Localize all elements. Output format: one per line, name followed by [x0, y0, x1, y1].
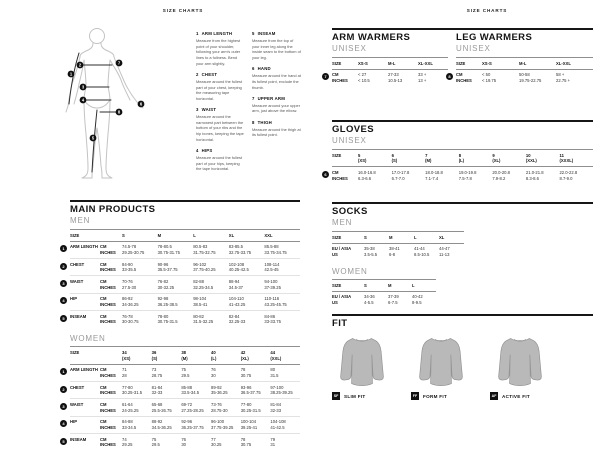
leg-warmers-block: [448, 30, 593, 86]
value-cell: 84-88 33-34.5: [122, 419, 137, 430]
measure-point-badge: 2: [60, 263, 67, 270]
main-products-women-table: [62, 346, 300, 450]
table-row: [62, 242, 300, 258]
measure-point-badge: 1: [60, 368, 67, 375]
value-cell: 65-68 25.5-26.75: [151, 401, 172, 413]
value-cell: 104-108 41-42.5: [270, 419, 286, 430]
shirt-illustration-icon: [490, 335, 550, 387]
value-cell: 22.0-22.8 8.7-9.0: [559, 169, 578, 181]
main-products-title: MAIN PRODUCTS: [70, 204, 156, 215]
value-cell: 61-64 24-25.25: [122, 401, 139, 413]
value-cell: 44-47 11-13: [439, 246, 450, 257]
value-cell: 18.0-18.8 7.1-7.4: [425, 169, 443, 181]
value-cell: 96-100 37.75-39.25: [211, 419, 234, 430]
size-label-cell: SIZE: [332, 234, 342, 240]
main-products-men-subtitle: MEN: [70, 216, 91, 225]
value-cell: 41-44 8.5-10.5: [414, 246, 430, 257]
table-row: [62, 416, 300, 433]
gloves-table: [324, 149, 593, 184]
size-col-header: S: [122, 232, 125, 238]
value-cell: 84-86 33-33.75: [264, 313, 281, 325]
size-col-header: 38 (M): [181, 349, 188, 361]
row-unit-cell: CM INCHES: [100, 419, 116, 430]
measure-point-3: [80, 84, 87, 91]
socks-women-table: [332, 279, 436, 308]
size-col-header: 6 (S): [391, 152, 398, 164]
measure-point-badge: 8: [446, 73, 453, 80]
measure-instruction-thigh: 8 THIGH Measure around the thigh at its fullest point.: [252, 119, 301, 138]
value-cell: 75 29.5: [181, 367, 190, 378]
size-col-header: 10 (XXL): [525, 152, 537, 164]
row-name-cell: INSEAM: [70, 313, 87, 319]
leg-warmers-table: [448, 57, 593, 86]
value-cell: 19.0-19.8 7.5-7.8: [458, 169, 477, 181]
value-cell: 78 30.75: [240, 367, 252, 378]
value-cell: 84-90 33-35.5: [122, 261, 137, 273]
size-col-header: XL-XXL: [556, 60, 571, 66]
value-cell: 73 28.75: [151, 367, 163, 378]
size-col-header: 5 (XS): [358, 152, 367, 164]
size-col-header: 8 (L): [458, 152, 465, 164]
size-col-header: 11 (XXXL): [559, 152, 574, 164]
value-cell: 92-96 36.25-37.75: [181, 419, 204, 430]
leg-warmers-subtitle: UNISEX: [456, 44, 491, 53]
row-unit-cell: CM INCHES: [100, 278, 116, 290]
svg-text:4: 4: [81, 97, 85, 103]
size-col-header: XXL: [264, 232, 273, 238]
section-warmers: [324, 28, 593, 86]
measure-point-badge: 5: [60, 315, 67, 322]
size-col-header: M: [388, 282, 392, 288]
socks-men-table: [332, 231, 464, 260]
row-name-cell: WAIST: [70, 401, 84, 407]
row-unit-cell: CM INCHES: [100, 401, 116, 413]
row-name-cell: CHEST: [70, 261, 85, 267]
table-row: [62, 365, 300, 381]
arm-warmers-block: [324, 30, 448, 86]
table-row: [62, 310, 300, 327]
value-cell: 76-82 30-32.25: [157, 278, 175, 290]
shirt-illustration-icon: [332, 335, 392, 387]
value-cell: 16.0-16.8 6.3-6.6: [358, 169, 376, 181]
table-row: [332, 292, 436, 308]
socks-women-subtitle: WOMEN: [332, 267, 368, 277]
value-cell: 102-108 40.25-42.5: [228, 261, 249, 273]
value-cell: 92-98 36.25-38.5: [157, 296, 178, 307]
value-cell: 38-41 6-8: [389, 246, 400, 257]
value-cell: 104-110 41-43.25: [228, 296, 246, 307]
section-fit: [332, 314, 593, 400]
value-cell: 58 + 22.75 +: [556, 72, 571, 83]
slim-fit-badge: SF: [333, 394, 339, 398]
fit-title: FIT: [332, 318, 348, 329]
section-main-products: [62, 200, 300, 450]
arm-warmers-subtitle: UNISEX: [332, 44, 367, 53]
size-col-header: 9 (XL): [492, 152, 501, 164]
size-col-header: M: [389, 234, 393, 240]
size-col-header: L: [412, 282, 415, 288]
fit-items: [332, 335, 593, 400]
value-cell: 97-100 38.25-39.25: [270, 384, 293, 396]
size-col-header: 7 (M): [425, 152, 432, 164]
value-cell: 73-76 28.75-30: [211, 401, 228, 413]
row-unit-cell: CM INCHES: [100, 296, 116, 307]
table-row: [62, 398, 300, 415]
arm-warmers-table: [324, 57, 448, 86]
measure-point-8: [116, 109, 123, 116]
fit-item-form: [411, 335, 490, 400]
value-cell: < 27 < 10.5: [358, 72, 370, 83]
row-name-cell: HIP: [70, 296, 77, 302]
measure-point-badge: 4: [60, 297, 67, 304]
shirt-illustration-icon: [411, 335, 471, 387]
size-col-header: 36 (S): [151, 349, 158, 361]
row-unit-cell: CM INCHES: [100, 261, 116, 273]
fit-item-active: [490, 335, 569, 400]
size-col-header: M-L: [519, 60, 527, 66]
size-label-cell: SIZE: [70, 232, 80, 238]
table-header-row: [456, 57, 593, 70]
value-cell: 77-80 30.25-31.5: [122, 384, 143, 396]
measure-point-7: [116, 60, 123, 67]
fit-item-slim: [332, 335, 411, 400]
measure-point-2: [77, 62, 84, 69]
value-cell: 82-84 32.25-33: [228, 313, 246, 325]
value-cell: 90-96 35.5-37.75: [157, 261, 178, 273]
value-cell: 80-82 31.5-32.25: [193, 313, 214, 325]
value-cell: 74.5-78 29.25-30.75: [122, 244, 145, 255]
row-unit-cell: CM INCHES: [332, 169, 348, 181]
measure-point-5: [90, 135, 97, 142]
value-cell: 78-80.5 30.75-31.75: [157, 244, 180, 255]
active-fit-label: ACTIVE FIT: [502, 393, 531, 399]
form-fit-label: FORM FIT: [423, 393, 448, 399]
slim-fit-label: SLIM FIT: [344, 393, 366, 399]
value-cell: 88-92 34.5-36.25: [151, 419, 172, 430]
main-products-men-table: [62, 229, 300, 327]
measure-guide-column-2: [252, 31, 301, 144]
row-name-cell: INSEAM: [70, 436, 87, 442]
value-cell: 37-39 6-7.5: [388, 294, 399, 305]
measure-instruction-inseam: 5 INSEAM Measure from the top of your inner leg along the inside seam to the bottom of your leg.: [252, 31, 301, 61]
measure-point-6: [138, 101, 145, 108]
value-cell: 82-88 32.25-34.5: [193, 278, 214, 290]
measure-instruction-chest: 2 CHEST Measure around the fullest part of your chest, keeping the measuring tape horizontal.: [196, 71, 243, 101]
size-col-header: M: [157, 232, 162, 238]
size-col-header: 44 (XXL): [270, 349, 282, 361]
table-header-row: [332, 231, 464, 244]
value-cell: 98-104 38.5-41: [193, 296, 208, 307]
row-name-cell: CHEST: [70, 384, 85, 390]
table-row: [448, 70, 593, 86]
svg-text:8: 8: [117, 109, 121, 115]
table-row: [62, 433, 300, 450]
body-measurement-figure: [66, 24, 178, 184]
value-cell: 83-85.5 32.75-33.75: [228, 244, 252, 255]
value-cell: 74 29.25: [122, 436, 133, 448]
table-row: [62, 293, 300, 310]
measure-point-badge: 2: [60, 386, 67, 393]
measure-guide-column-1: [196, 31, 245, 177]
row-name-cell: HIP: [70, 419, 77, 425]
row-unit-cell: CM INCHES: [456, 72, 472, 83]
form-fit-badge: FF: [412, 394, 418, 398]
table-row: [332, 244, 464, 260]
value-cell: 85-88 33.5-34.5: [181, 384, 200, 396]
measure-point-badge: 3: [60, 403, 67, 410]
value-cell: 78 30.75: [240, 436, 252, 448]
page-title-left: SIZE CHARTS: [162, 8, 204, 13]
value-cell: 20.0-20.8 7.9-8.2: [492, 169, 511, 181]
value-cell: 89-92 35-36.25: [211, 384, 228, 396]
value-cell: 80.5-83 31.75-32.75: [193, 244, 216, 255]
svg-text:5: 5: [91, 135, 95, 141]
size-col-header: L: [193, 232, 196, 238]
value-cell: 40-42 8-9.5: [412, 294, 423, 305]
row-unit-cell: CM INCHES: [100, 384, 116, 396]
row-unit-cell: CM INCHES: [100, 436, 116, 448]
table-row: [62, 275, 300, 292]
table-header-row: [332, 279, 436, 292]
value-cell: 71 28: [122, 367, 127, 378]
size-col-header: XL: [228, 232, 235, 238]
socks-title: SOCKS: [332, 206, 368, 217]
measure-instruction-hips: 4 HIPS Measure around the fullest part of your hips, keeping the tape horizontal.: [196, 147, 243, 172]
gloves-title: GLOVES: [332, 124, 374, 135]
row-unit-cell: CM INCHES: [100, 244, 116, 255]
size-label-cell: SIZE: [332, 60, 342, 66]
svg-text:7: 7: [117, 60, 121, 66]
measure-instruction-upper-arm: 7 UPPER ARM Measure around your upper arm, just above the elbow.: [252, 95, 301, 114]
value-cell: 79 31: [270, 436, 276, 448]
size-col-header: 34 (XS): [122, 349, 131, 361]
main-products-women-subtitle: WOMEN: [70, 334, 106, 344]
size-col-header: XS-S: [482, 60, 492, 66]
value-cell: 93-96 36.5-37.75: [240, 384, 261, 396]
measure-instruction-waist: 3 WAIST Measure around the narrowest part between the bottom of your ribs and the hip bones, keeping the tape horizontal.: [196, 107, 244, 142]
row-name-cell: ARM LENGTH: [70, 367, 98, 373]
value-cell: 80 31.5: [270, 367, 279, 378]
value-cell: 75 29.5: [151, 436, 160, 448]
leg-warmers-title: LEG WARMERS: [456, 32, 533, 43]
value-cell: 81-84 32-33: [151, 384, 163, 396]
value-cell: 78-80 30.75-31.5: [157, 313, 178, 325]
value-cell: 96-102 37.75-40.25: [193, 261, 216, 273]
table-header-row: [70, 229, 300, 242]
value-cell: 94-100 37-39.25: [264, 278, 281, 290]
value-cell: 21.0-21.8 8.3-8.6: [525, 169, 544, 181]
measure-point-badge: 5: [60, 438, 67, 445]
svg-text:1: 1: [69, 71, 73, 77]
size-col-header: M-L: [388, 60, 396, 66]
value-cell: 86-92 34-36.25: [122, 296, 139, 307]
value-cell: 69-72 27.25-28.25: [181, 401, 204, 413]
value-cell: 33 + 13 +: [418, 72, 427, 83]
value-cell: 70-76 27.5-30: [122, 278, 137, 290]
row-name-cell: ARM LENGTH: [70, 244, 98, 250]
table-row: [324, 167, 593, 183]
row-name-cell: WAIST: [70, 278, 84, 284]
value-cell: 17.0-17.8 6.7-7.0: [391, 169, 410, 181]
table-header-row: [70, 346, 300, 364]
value-cell: 76-78 30-30.75: [122, 313, 139, 325]
value-cell: 110-116 43.25-45.75: [264, 296, 287, 307]
size-col-header: XL: [439, 234, 445, 240]
value-cell: 108-114 42.5-45: [264, 261, 280, 273]
value-cell: 77-80 30.25-31.5: [240, 401, 261, 413]
measure-point-badge: 7: [322, 73, 329, 80]
table-row: [324, 70, 448, 86]
size-label-cell: SIZE: [456, 60, 466, 66]
size-label-cell: SIZE: [70, 349, 80, 355]
table-header-row: [332, 149, 593, 167]
measure-point-1: [68, 71, 75, 78]
measure-point-badge: 3: [60, 280, 67, 287]
socks-men-subtitle: MEN: [332, 218, 353, 227]
size-col-header: XS-S: [358, 60, 368, 66]
value-cell: 77 30.25: [211, 436, 222, 448]
size-col-header: 40 (L): [211, 349, 217, 361]
table-row: [62, 381, 300, 398]
size-col-header: L: [414, 234, 417, 240]
measure-point-badge: 1: [60, 245, 67, 252]
size-label-cell: SIZE: [332, 282, 342, 288]
measure-instruction-arm-length: 1 ARM LENGTH Measure from the highest point of your shoulder, following your arm's outer lines to a fullness. Bend your arm slightly.: [196, 31, 241, 66]
measure-point-4: [80, 97, 87, 104]
size-label-cell: SIZE: [332, 152, 342, 158]
measure-point-badge: 6: [322, 171, 329, 178]
row-unit-cell: CM INCHES: [100, 367, 116, 378]
size-col-header: 42 (XL): [240, 349, 249, 361]
size-col-header: S: [364, 282, 367, 288]
size-col-header: XL-XXL: [418, 60, 433, 66]
measure-point-badge: 4: [60, 420, 67, 427]
svg-text:2: 2: [78, 62, 82, 68]
arm-warmers-title: ARM WARMERS: [332, 32, 411, 43]
value-cell: < 50 < 19.75: [482, 72, 497, 83]
value-cell: 50-58 19.75-22.75: [519, 72, 542, 83]
section-socks: [332, 202, 593, 308]
svg-text:3: 3: [81, 84, 85, 90]
table-header-row: [332, 57, 448, 70]
value-cell: 81-84 32-33: [270, 401, 282, 413]
value-cell: 76 30: [181, 436, 187, 448]
section-gloves: [324, 120, 593, 184]
value-cell: 100-104 39.25-41: [240, 419, 258, 430]
row-unit-cell: EU / ASIA US: [332, 246, 352, 257]
measure-instruction-hand: 6 HAND Measure around the hand at its fullest point, exclude the thumb.: [252, 66, 301, 90]
size-col-header: S: [364, 234, 367, 240]
value-cell: 88-94 34.5-37: [228, 278, 243, 290]
row-unit-cell: EU / ASIA US: [332, 294, 352, 305]
page-title-right: SIZE CHARTS: [466, 8, 508, 13]
value-cell: 76 30: [211, 367, 216, 378]
svg-text:6: 6: [139, 101, 143, 107]
table-row: [62, 258, 300, 275]
active-fit-badge: AF: [491, 394, 497, 398]
gloves-subtitle: UNISEX: [332, 136, 367, 145]
value-cell: 34-36 4-5.5: [364, 294, 375, 305]
row-unit-cell: CM INCHES: [332, 72, 348, 83]
value-cell: 35-38 3.5-5.5: [364, 246, 378, 257]
value-cell: 27-33 10.5-13: [388, 72, 403, 83]
value-cell: 85.5-88 33.75-34.75: [264, 244, 287, 255]
row-unit-cell: CM INCHES: [100, 313, 116, 325]
